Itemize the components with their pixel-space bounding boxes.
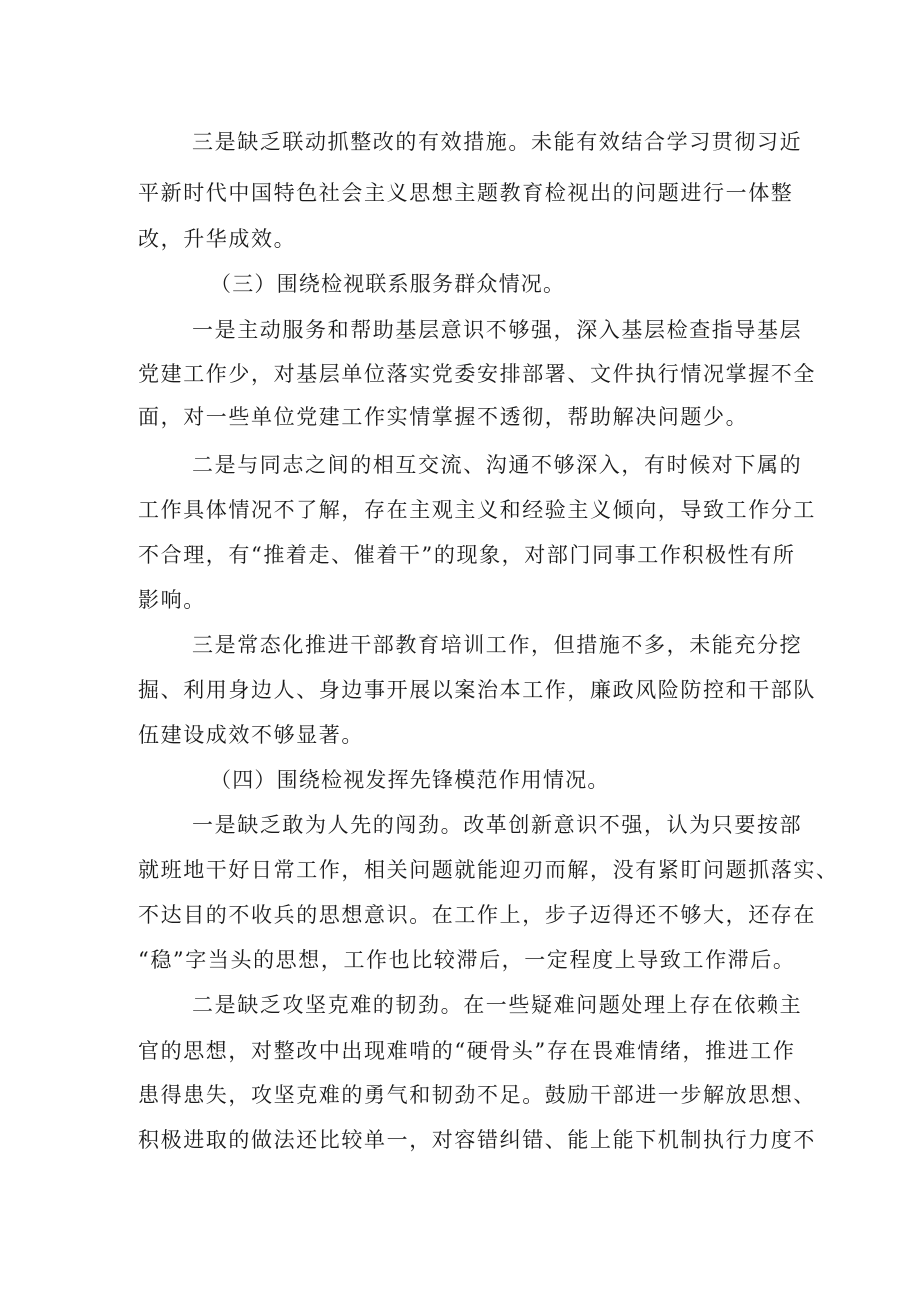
paragraph-line: 二是缺乏攻坚克难的韧劲。在一些疑难问题处理上存在依赖主 bbox=[192, 993, 803, 1017]
section-heading: （四）围绕检视发挥先锋模范作用情况。 bbox=[210, 768, 610, 792]
paragraph-line: 面，对一些单位党建工作实情掌握不透彻，帮助解决问题少。 bbox=[138, 405, 749, 429]
paragraph-line: 改，升华成效。 bbox=[138, 227, 297, 251]
paragraph-line: 不合理，有“推着走、催着干”的现象，对部门同事工作积极性有所 bbox=[138, 543, 796, 567]
paragraph-line: 影响。 bbox=[138, 588, 206, 612]
paragraph-line: 三是缺乏联动抓整改的有效措施。未能有效结合学习贯彻习近 bbox=[192, 130, 803, 154]
paragraph-line: 平新时代中国特色社会主义思想主题教育检视出的问题进行一体整 bbox=[138, 181, 794, 205]
paragraph-line: 二是与同志之间的相互交流、沟通不够深入，有时候对下属的 bbox=[192, 453, 803, 477]
paragraph-line: 伍建设成效不够显著。 bbox=[138, 723, 364, 747]
paragraph-line: 工作具体情况不了解，存在主观主义和经验主义倾向，导致工作分工 bbox=[138, 498, 816, 522]
paragraph-line: 就班地干好日常工作，相关问题就能迎刃而解，没有紧盯问题抓落实、 bbox=[138, 858, 839, 882]
paragraph-line: 党建工作少，对基层单位落实党委安排部署、文件执行情况掌握不全 bbox=[138, 362, 816, 386]
section-heading: （三）围绕检视联系服务群众情况。 bbox=[210, 272, 566, 296]
paragraph-line: 一是缺乏敢为人先的闯劲。改革创新意识不强，认为只要按部 bbox=[192, 813, 803, 837]
paragraph-line: 患得患失，攻坚克难的勇气和韧劲不足。鼓励干部进一步解放思想、 bbox=[138, 1083, 816, 1107]
paragraph-line: 一是主动服务和帮助基层意识不够强，深入基层检查指导基层 bbox=[192, 318, 803, 342]
paragraph-line: 三是常态化推进干部教育培训工作，但措施不多，未能充分挖 bbox=[192, 633, 803, 657]
paragraph-line: 积极进取的做法还比较单一，对容错纠错、能上能下机制执行力度不 bbox=[138, 1128, 816, 1152]
paragraph-line: 掘、利用身边人、身边事开展以案治本工作，廉政风险防控和干部队 bbox=[138, 678, 816, 702]
paragraph-line: “稳”字当头的思想，工作也比较滞后，一定程度上导致工作滞后。 bbox=[138, 948, 796, 972]
paragraph-line: 不达目的不收兵的思想意识。在工作上，步子迈得还不够大，还存在 bbox=[138, 903, 816, 927]
paragraph-line: 官的思想，对整改中出现难啃的“硬骨头”存在畏难情绪，推进工作 bbox=[138, 1039, 796, 1063]
